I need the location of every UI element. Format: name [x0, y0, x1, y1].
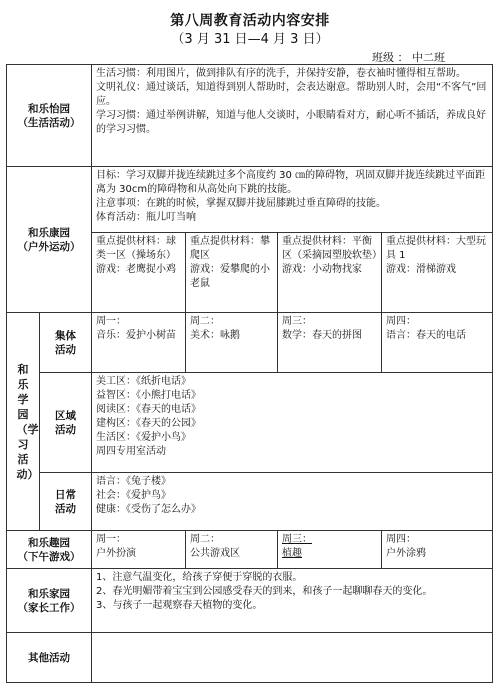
outdoor-notice-line: 注意事项：在跳的时候，掌握双脚并拢屈膝跳过垂直障碍的技能。 — [96, 198, 386, 209]
document-title: 第八周教育活动内容安排 — [170, 13, 330, 29]
zone-1-game: 游戏：老鹰捉小鸡 — [96, 264, 176, 275]
play-header — [7, 531, 92, 569]
learning-header-text: 和乐学园（学习活动） — [16, 362, 39, 481]
collective-tue — [186, 313, 278, 373]
daily-line-3: 健康：《受伤了怎么办》 — [96, 504, 201, 515]
zone-2 — [186, 233, 278, 313]
play-wed-day: 周三： — [282, 534, 312, 545]
zone-3 — [278, 233, 382, 313]
play-thu-content: 户外涂鸦 — [386, 548, 426, 559]
zone-3-game: 游戏：小动物找家 — [282, 264, 362, 275]
row-collective — [7, 313, 493, 373]
life-line-2: 文明礼仪：通过谈话，知道得到别人帮助时，会表达谢意。帮助别人时，会用“不客气”回应。 — [96, 82, 487, 107]
play-mon — [92, 531, 186, 569]
collective-tue-day: 周二： — [190, 316, 220, 327]
zone-2-material: 重点提供材料：攀爬区 — [190, 236, 270, 261]
collective-wed — [278, 313, 382, 373]
zone-4 — [382, 233, 493, 313]
play-thu — [382, 531, 493, 569]
collective-wed-content: 数学：春天的拼图 — [282, 330, 362, 341]
row-area — [7, 373, 493, 473]
play-thu-day: 周四： — [386, 534, 416, 545]
area-line-3: 阅读区：《春天的电话》 — [96, 404, 201, 415]
row-other — [7, 633, 493, 683]
play-mon-day: 周一： — [96, 534, 126, 545]
area-line-6: 周四专用室活动 — [96, 446, 166, 457]
play-wed — [278, 531, 382, 569]
play-tue-content: 公共游戏区 — [190, 548, 240, 559]
collective-label — [40, 313, 92, 373]
row-outdoor-goals — [7, 167, 493, 233]
area-line-5: 生活区：《爱护小鸟》 — [96, 432, 191, 443]
schedule-table — [6, 64, 493, 683]
collective-mon — [92, 313, 186, 373]
zone-1-material: 重点提供材料：球类一区（操场东） — [96, 236, 176, 261]
daily-label-text: 日常活动 — [55, 488, 76, 515]
play-tue-day: 周二： — [190, 534, 220, 545]
outdoor-sport-line: 体育活动：瓶儿叮当响 — [96, 212, 196, 223]
collective-thu-content: 语言：春天的电话 — [386, 330, 466, 341]
other-content — [92, 633, 493, 683]
collective-mon-content: 音乐：爱护小树苗 — [96, 330, 176, 341]
zone-4-material: 重点提供材料：大型玩具 1 — [386, 236, 486, 261]
daily-label — [40, 473, 92, 531]
collective-thu-day: 周四： — [386, 316, 416, 327]
area-line-4: 建构区：《春天的公园》 — [96, 418, 201, 429]
collective-tue-content: 美术：咏鹅 — [190, 330, 240, 341]
zone-3-material: 重点提供材料：平衡区（采摘园塑胶软垫） — [282, 236, 382, 261]
other-header — [7, 633, 92, 683]
row-life — [7, 65, 493, 167]
daily-content — [92, 473, 493, 531]
area-label-text: 区域活动 — [55, 409, 76, 436]
class-label: 班级 ： 中二班 — [372, 51, 445, 64]
area-label — [40, 373, 92, 473]
family-line-3: 3、与孩子一起观察春天植物的变化。 — [96, 600, 263, 611]
zone-2-game: 游戏：爱攀爬的小老鼠 — [190, 264, 270, 289]
play-mon-content: 户外扮演 — [96, 548, 136, 559]
collective-thu — [382, 313, 493, 373]
life-line-3: 学习习惯：通过举例讲解，知道与他人交谈时，小眼睛看对方，耐心听不插话，养成良好的学习习惯。 — [96, 110, 486, 135]
outdoor-header — [7, 167, 92, 313]
date-range: （3 月 31 日—4 月 3 日） — [171, 32, 329, 47]
row-family — [7, 569, 493, 633]
life-header-text: 和乐怡园 （生活活动） — [17, 102, 81, 129]
family-header — [7, 569, 92, 633]
outdoor-goal-line: 目标：学习双脚并拢连续跳过多个高度约 30 ㎝的障碍物，巩固双脚并拢连续跳过平面距离为 30cm的障碍物和从高处向下跳的技能。 — [96, 170, 486, 195]
family-line-1: 1、注意气温变化，给孩子穿便于穿脱的衣服。 — [96, 572, 303, 583]
area-content — [92, 373, 493, 473]
collective-wed-day: 周三： — [282, 316, 312, 327]
collective-mon-day: 周一： — [96, 316, 126, 327]
play-tue — [186, 531, 278, 569]
family-line-2: 2、春光明媚带着宝宝到公园感受春天的到来，和孩子一起聊聊春天的变化。 — [96, 586, 433, 597]
row-daily — [7, 473, 493, 531]
life-header — [7, 65, 92, 167]
outdoor-header-text: 和乐康园 （户外运动） — [17, 226, 81, 253]
play-wed-content: 植趣 — [282, 548, 302, 559]
area-line-1: 美工区：《纸折电话》 — [96, 376, 191, 387]
family-content — [92, 569, 493, 633]
zone-4-game: 游戏：滑梯游戏 — [386, 264, 456, 275]
life-content — [92, 65, 493, 167]
outdoor-goals — [92, 167, 493, 233]
row-play — [7, 531, 493, 569]
daily-line-2: 社会：《爱护鸟》 — [96, 490, 171, 501]
other-header-text: 其他活动 — [28, 651, 70, 664]
life-line-1: 生活习惯：利用图片，做到排队有序的洗手，并保持安静，卷衣袖时懂得相互帮助。 — [96, 68, 466, 79]
zone-1 — [92, 233, 186, 313]
family-header-text: 和乐家园 （家长工作） — [17, 587, 81, 614]
play-header-text: 和乐趣园 （下午游戏） — [17, 536, 81, 563]
collective-label-text: 集体活动 — [55, 329, 76, 356]
learning-header — [7, 313, 40, 531]
daily-line-1: 语言：《兔子楼》 — [96, 476, 171, 487]
area-line-2: 益智区：《小熊打电话》 — [96, 390, 201, 401]
